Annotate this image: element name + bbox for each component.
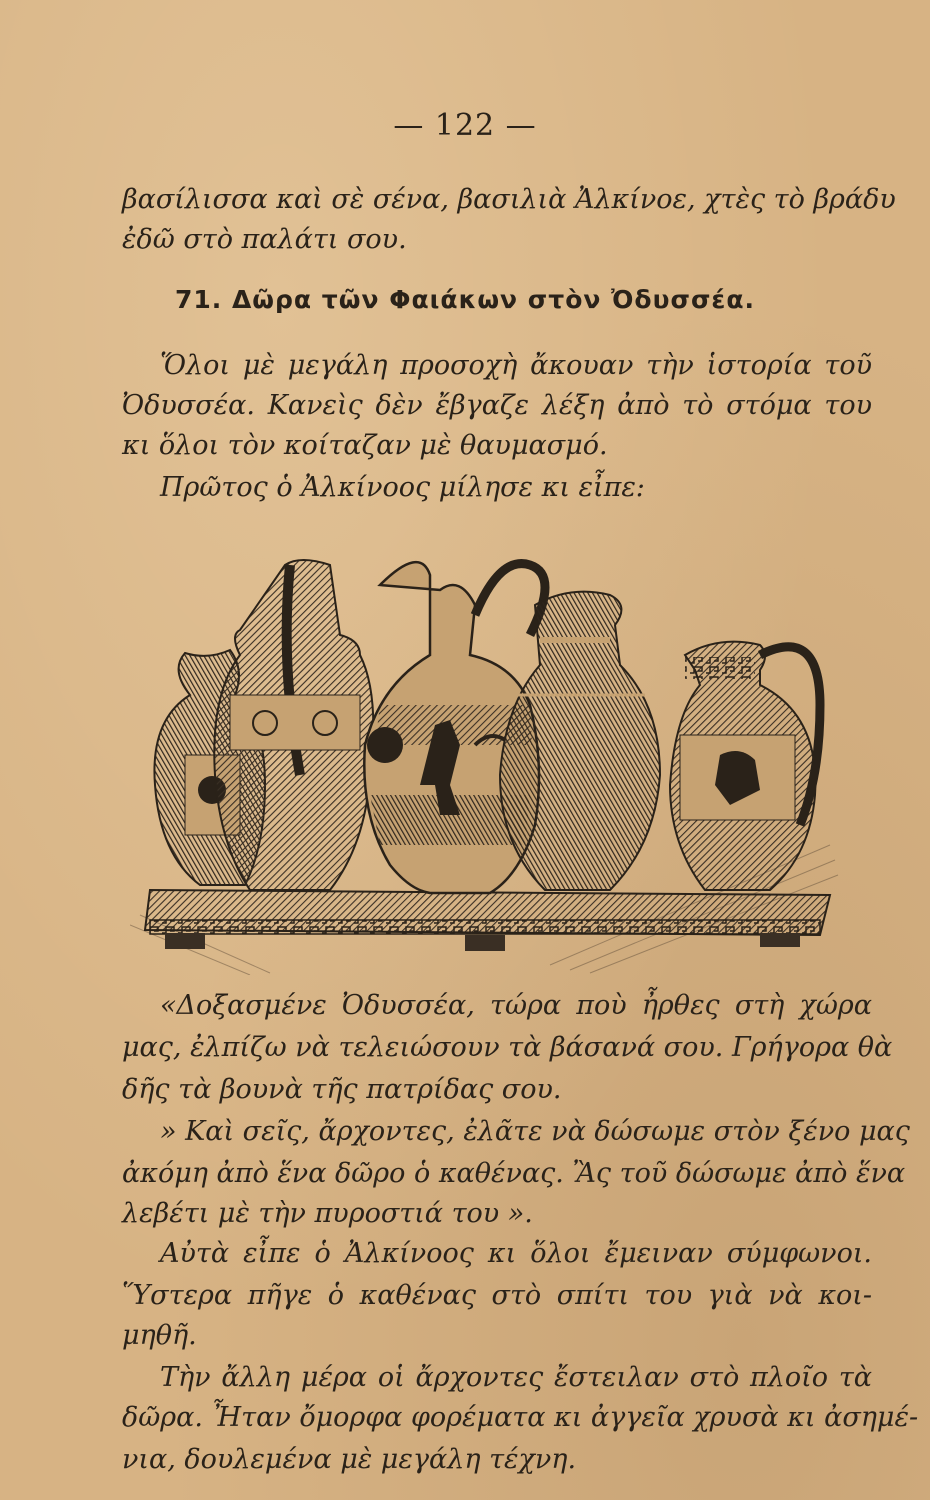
text-line: Ὀδυσσέα. Κανεὶς δὲν ἔβγαζε λέξη ἀπὸ τὸ στόμα του <box>122 390 872 421</box>
text-line: ἀκόμη ἀπὸ ἕνα δῶρο ὁ καθένας. Ἂς τοῦ δώσωμε ἀπὸ ἕνα <box>122 1158 906 1189</box>
page-number: — 122 — <box>393 108 537 143</box>
vases-illustration-icon <box>130 545 840 975</box>
text-line: Τὴν ἄλλη μέρα οἱ ἄρχοντες ἔστειλαν στὸ πλοῖο τὰ <box>160 1362 872 1393</box>
text-line: «Δοξασμένε Ὀδυσσέα, τώρα ποὺ ἦρθες στὴ χώρα <box>160 990 872 1021</box>
text-line: Πρῶτος ὁ Ἀλκίνοος μίλησε κι εἶπε: <box>160 472 645 503</box>
text-line: δῶρα. Ἦταν ὄμορφα φορέματα κι ἀγγεῖα χρυσὰ κι ἀσημέ- <box>122 1402 919 1433</box>
text-line: νια, δουλεμένα μὲ μεγάλη τέχνη. <box>122 1444 577 1475</box>
text-line: ἐδῶ στὸ παλάτι σου. <box>122 224 407 255</box>
text-line: λεβέτι μὲ τὴν πυροστιά του ». <box>122 1198 533 1229</box>
text-line: Ὅλοι μὲ μεγάλη προσοχὴ ἄκουαν τὴν ἱστορία τοῦ <box>160 350 872 381</box>
text-line: Αὐτὰ εἶπε ὁ Ἀλκίνοος κι ὅλοι ἔμειναν σύμφωνοι. <box>160 1238 872 1269</box>
text-line: βασίλισσα καὶ σὲ σένα, βασιλιὰ Ἀλκίνοε, χτὲς τὸ βράδυ <box>122 184 896 215</box>
text-line: κι ὅλοι τὸν κοίταζαν μὲ θαυμασμό. <box>122 430 608 461</box>
text-line: μας, ἐλπίζω νὰ τελειώσουν τὰ βάσανά σου. Γρήγορα θὰ <box>122 1032 893 1063</box>
text-line: μηθῆ. <box>122 1320 197 1351</box>
text-line: δῆς τὰ βουνὰ τῆς πατρίδας σου. <box>122 1074 562 1105</box>
text-line: Ὕστερα πῆγε ὁ καθένας στὸ σπίτι του γιὰ νὰ κοι- <box>122 1280 872 1311</box>
text-line: » Καὶ σεῖς, ἄρχοντες, ἐλᾶτε νὰ δώσωμε στὸν ξένο μας <box>160 1116 910 1147</box>
section-heading: 71. Δῶρα τῶν Φαιάκων στὸν Ὀδυσσέα. <box>174 285 756 314</box>
